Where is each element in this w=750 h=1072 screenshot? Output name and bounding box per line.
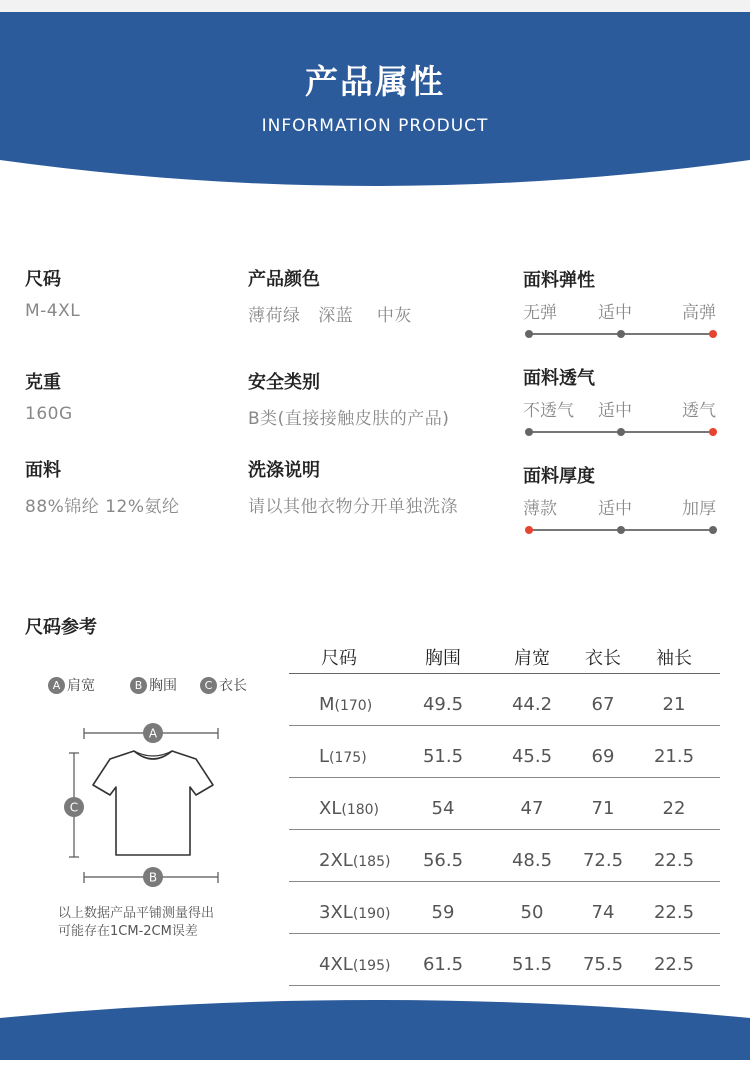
scale-label: 面料弹性	[523, 270, 595, 291]
cell-shoulder: 44.2	[511, 694, 553, 715]
cell-length: 69	[591, 746, 615, 767]
attr-washing	[248, 456, 458, 517]
scale-elasticity	[523, 266, 720, 340]
scale-dot	[617, 428, 625, 436]
footer-banner	[0, 1000, 750, 1072]
size-height: (190)	[352, 906, 391, 922]
measurement-note	[58, 905, 214, 941]
cell-sleeve: 22	[662, 798, 686, 819]
attr-size	[25, 265, 80, 321]
size-code: M	[319, 694, 335, 715]
cell-shoulder: 48.5	[511, 850, 553, 871]
cell-shoulder: 45.5	[511, 746, 553, 767]
attr-color-label: 产品颜色	[248, 269, 320, 290]
scale-dot	[617, 330, 625, 338]
table-row	[289, 882, 720, 934]
scale-option: 透气	[682, 401, 716, 421]
svg-text:C: C	[69, 800, 79, 815]
attr-washing-label: 洗涤说明	[248, 460, 320, 481]
size-height: (195)	[352, 958, 391, 974]
col-header: 肩宽	[514, 648, 550, 669]
svg-text:B: B	[148, 870, 158, 885]
attr-fabric-label: 面料	[25, 460, 61, 481]
cell-chest: 56.5	[422, 850, 464, 871]
cell-sleeve: 22.5	[653, 902, 695, 923]
cell-size	[319, 746, 367, 767]
cell-chest: 49.5	[422, 694, 464, 715]
header-subtitle: INFORMATION PRODUCT	[261, 116, 489, 136]
cell-length: 67	[591, 694, 615, 715]
scale-label: 面料厚度	[523, 466, 595, 487]
scale-option: 薄款	[523, 499, 557, 519]
top-strip	[0, 0, 750, 12]
note-line: 以上数据产品平铺测量得出	[58, 906, 215, 921]
attr-weight-value: 160G	[25, 404, 73, 424]
scale-dot	[709, 330, 717, 338]
note-line: 可能存在1CM-2CM误差	[58, 924, 198, 939]
legend-mark: C	[200, 677, 217, 694]
col-header: 袖长	[656, 648, 692, 669]
scale-breathability	[523, 364, 720, 438]
scale-option: 加厚	[682, 499, 716, 519]
scale-option: 适中	[598, 499, 632, 519]
scale-track	[523, 524, 720, 536]
scale-option: 适中	[598, 401, 632, 421]
cell-shoulder: 47	[520, 798, 544, 819]
scale-dot	[525, 526, 533, 534]
size-code: L	[319, 746, 330, 767]
table-row	[289, 934, 720, 986]
scale-dot	[525, 428, 533, 436]
scale-label: 面料透气	[523, 368, 595, 389]
cell-size	[319, 694, 372, 715]
size-table	[289, 640, 720, 986]
scale-option: 适中	[598, 303, 632, 323]
scale-option: 无弹	[523, 303, 557, 323]
cell-sleeve: 21.5	[653, 746, 695, 767]
cell-length: 74	[591, 902, 615, 923]
scale-option: 不透气	[523, 401, 574, 421]
cell-size	[319, 798, 379, 819]
size-table-header	[289, 640, 720, 674]
scale-dot	[525, 330, 533, 338]
attr-fabric	[25, 456, 179, 517]
tshirt-icon	[56, 715, 236, 895]
legend-item-c	[200, 675, 247, 695]
attr-safety	[248, 368, 449, 429]
size-code: 2XL	[319, 850, 353, 871]
svg-text:A: A	[148, 726, 158, 741]
size-chart-title: 尺码参考	[25, 617, 97, 638]
cell-sleeve: 22.5	[653, 850, 695, 871]
footer-curve-background	[0, 1000, 750, 1072]
legend-mark: A	[48, 677, 65, 694]
header-curve-background	[0, 12, 750, 202]
size-height: (170)	[334, 698, 373, 714]
legend-item-b	[130, 675, 177, 695]
table-row	[289, 726, 720, 778]
attr-color	[248, 265, 412, 326]
table-row	[289, 778, 720, 830]
legend-text: 衣长	[219, 678, 247, 694]
table-row	[289, 830, 720, 882]
size-table-body	[289, 674, 720, 986]
cell-chest: 61.5	[422, 954, 464, 975]
cell-chest: 59	[431, 902, 455, 923]
attr-fabric-value: 88%锦纶 12%氨纶	[25, 497, 180, 517]
cell-shoulder: 50	[520, 902, 544, 923]
scale-dot	[709, 428, 717, 436]
cell-size	[319, 850, 390, 871]
size-height: (175)	[329, 750, 367, 766]
attr-safety-value: B类(直接接触皮肤的产品)	[248, 409, 450, 429]
cell-chest: 51.5	[422, 746, 464, 767]
attr-washing-value: 请以其他衣物分开单独洗涤	[248, 497, 458, 517]
scale-dot	[617, 526, 625, 534]
size-code: 3XL	[319, 902, 353, 923]
table-row	[289, 674, 720, 726]
attr-size-label: 尺码	[25, 269, 61, 290]
cell-shoulder: 51.5	[511, 954, 553, 975]
col-header: 尺码	[321, 648, 357, 669]
size-height: (185)	[352, 854, 391, 870]
cell-length: 72.5	[582, 850, 624, 871]
scale-track	[523, 328, 720, 340]
cell-size	[319, 902, 390, 923]
attr-safety-label: 安全类别	[248, 372, 320, 393]
cell-size	[319, 954, 390, 975]
attr-weight	[25, 368, 73, 424]
attr-size-value: M-4XL	[25, 301, 81, 321]
scale-dot	[709, 526, 717, 534]
legend-mark: B	[130, 677, 147, 694]
cell-length: 75.5	[582, 954, 624, 975]
scale-track	[523, 426, 720, 438]
legend-text: 胸围	[149, 678, 177, 694]
header-title: 产品属性	[305, 62, 445, 101]
col-header: 衣长	[585, 648, 621, 669]
legend-item-a	[48, 675, 95, 695]
scale-thickness	[523, 462, 720, 536]
cell-chest: 54	[431, 798, 455, 819]
size-code: 4XL	[319, 954, 353, 975]
col-header: 胸围	[425, 648, 461, 669]
scale-option: 高弹	[682, 303, 716, 323]
tshirt-measure-diagram	[56, 715, 236, 899]
attr-weight-label: 克重	[25, 372, 61, 393]
header-banner	[0, 12, 750, 202]
size-code: XL	[319, 798, 342, 819]
cell-sleeve: 21	[662, 694, 686, 715]
legend-text: 肩宽	[67, 678, 95, 694]
attr-color-value: 薄荷绿 深蓝 中灰	[248, 306, 412, 326]
cell-sleeve: 22.5	[653, 954, 695, 975]
cell-length: 71	[591, 798, 615, 819]
size-height: (180)	[341, 802, 380, 818]
